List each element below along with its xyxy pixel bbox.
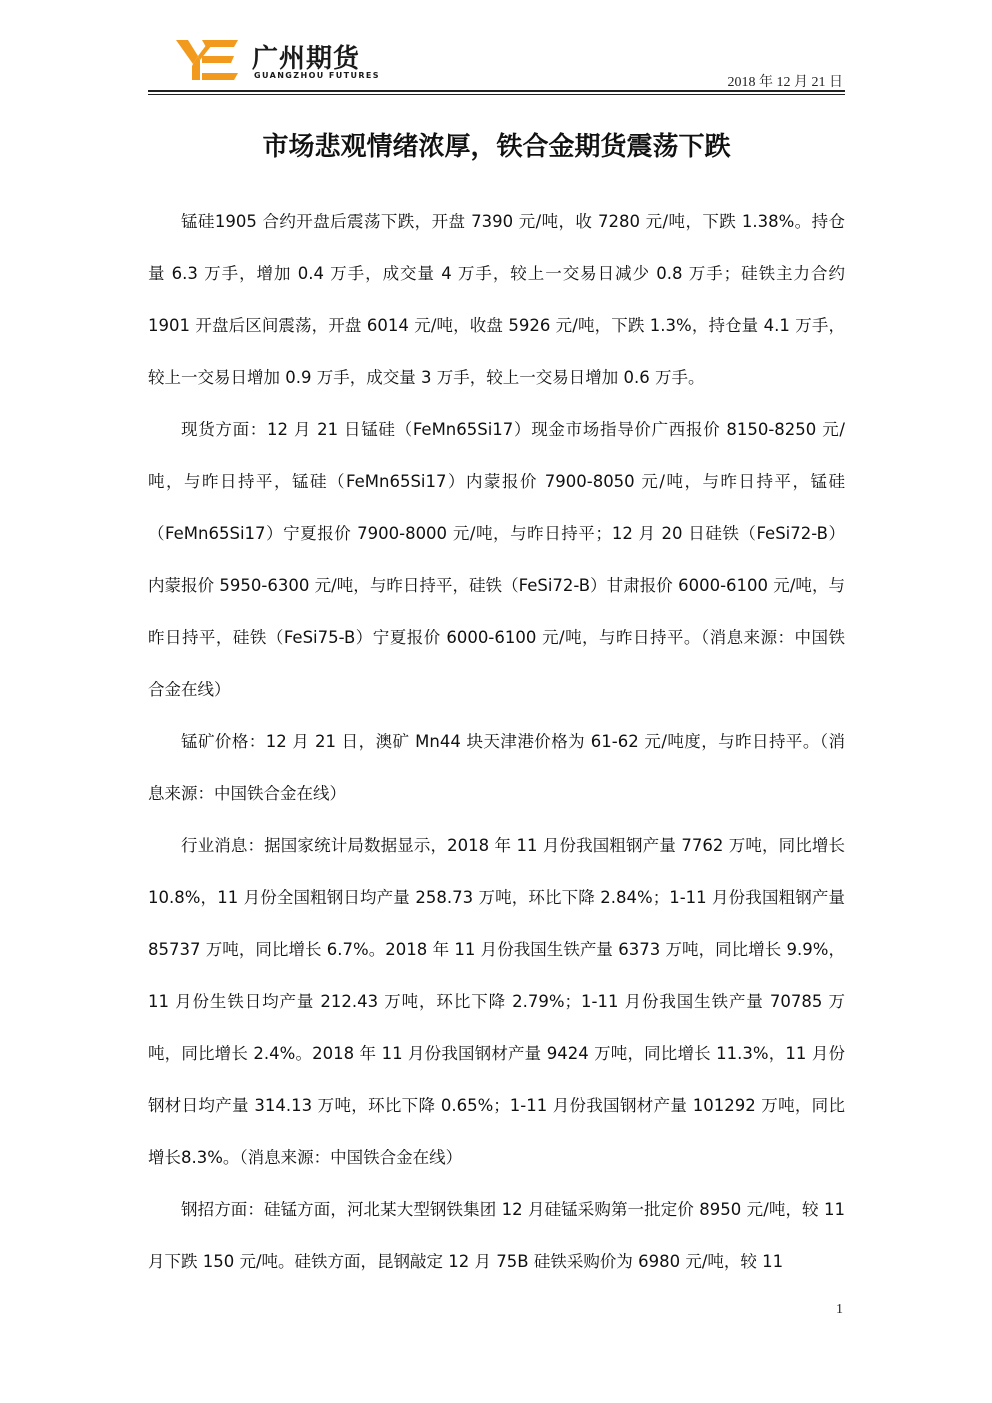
page-number: 1 [836,1302,843,1317]
report-date: 2018 年 12 月 21 日 [727,75,843,90]
paragraph-futures-summary: 锰硅1905 合约开盘后震荡下跌，开盘 7390 元/吨，收 7280 元/吨，下跌 1.38%。持仓量 6.3 万手，增加 0.4 万手，成交量 4 万手，较上一交易日减少 0.8 万手；硅铁主力合约 1901 开盘后区间震荡，开盘 6014 元/吨，收盘 5926 元/吨，下跌 1.3%，持仓量 4.1 万手，较上一交易日增加 0.9 万手，成交量 3 万手，较上一交易日增加 0.6 万手。 [148,212,845,387]
article-title: 市场悲观情绪浓厚，铁合金期货震荡下跌 [262,132,731,162]
paragraph-steel-tender: 钢招方面：硅锰方面，河北某大型钢铁集团 12 月硅锰采购第一批定价 8950 元/吨，较 11 月下跌 150 元/吨。硅铁方面，昆钢敲定 12 月 75B 硅铁采购价为 6980 元/吨，较 11 [148,1200,845,1271]
paragraph-industry-news: 行业消息：据国家统计局数据显示，2018 年 11 月份我国粗钢产量 7762 万吨，同比增长10.8%，11 月份全国粗钢日均产量 258.73 万吨，环比下降 2.84%；1-11 月份我国粗钢产量 85737 万吨，同比增长 6.7%。2018 年 11 月份我国生铁产量 6373 万吨，同比增长 9.9%，11 月份生铁日均产量 212.43 万吨，环比下降 2.79%；1-11 月份我国生铁产量 70785 万吨，同比增长 2.4%。2018 年 11 月份我国钢材产量 9424 万吨，同比增长 11.3%，11 月份钢材日均产量 314.13 万吨，环比下降 0.65%；1-11 月份我国钢材产量 101292 万吨，同比增长8.3%。（消息来源：中国铁合金在线） [148,836,845,1167]
logo-english-name: GUANGZHOU FUTURES [254,71,380,80]
header-rule-thick [148,90,845,92]
article-body [148,196,845,1288]
logo-mark-icon [176,38,240,82]
page-header [148,36,845,94]
header-rule-thin [148,94,845,95]
company-logo [176,38,396,86]
logo-chinese-name: 广州期货 [252,44,361,74]
paragraph-spot-prices: 现货方面：12 月 21 日锰硅（FeMn65Si17）现金市场指导价广西报价 8150-8250 元/吨，与昨日持平，锰硅（FeMn65Si17）内蒙报价 7900-8050 元/吨，与昨日持平，锰硅（FeMn65Si17）宁夏报价 7900-8000 元/吨，与昨日持平；12 月 20 日硅铁（FeSi72-B）内蒙报价 5950-6300 元/吨，与昨日持平，硅铁（FeSi72-B）甘肃报价 6000-6100 元/吨，与昨日持平，硅铁（FeSi75-B）宁夏报价 6000-6100 元/吨，与昨日持平。（消息来源：中国铁合金在线） [148,420,846,699]
paragraph-manganese-ore: 锰矿价格：12 月 21 日，澳矿 Mn44 块天津港价格为 61-62 元/吨度，与昨日持平。（消息来源：中国铁合金在线） [148,732,845,803]
